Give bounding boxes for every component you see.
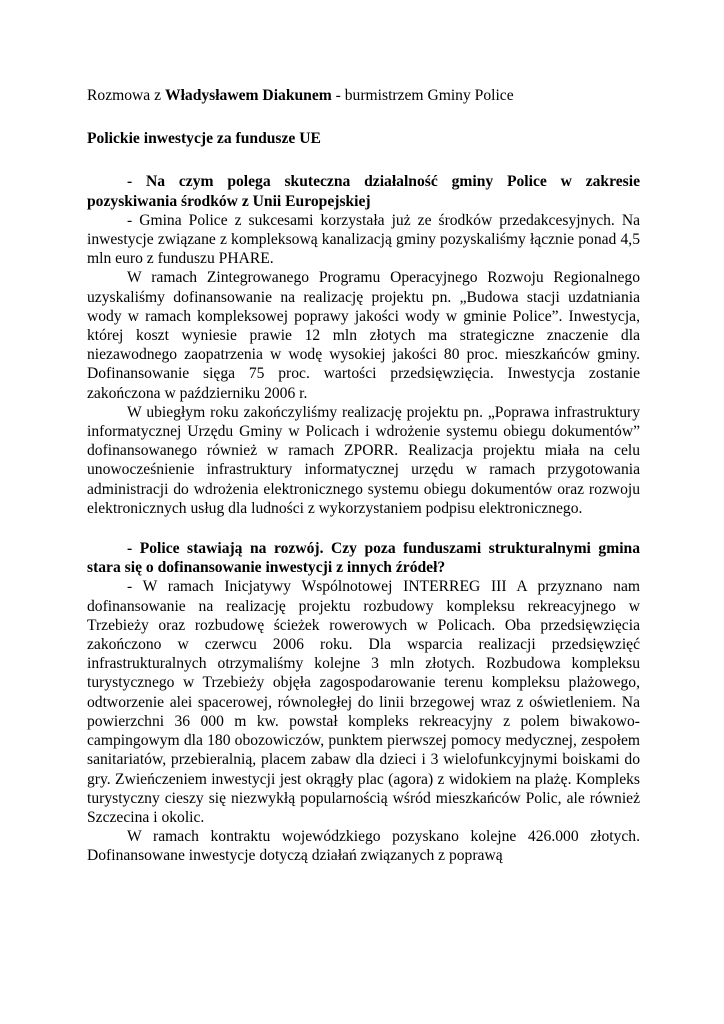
answer-paragraph: - Gmina Police z sukcesami korzystała już ze środków przedakcesyjnych. Na inwestycje związane z kompleksową kanalizacją gminy pozyskaliśmy łącznie ponad 4,5 mln euro z funduszu PHARE.	[87, 211, 640, 268]
question-1: - Na czym polega skuteczna działalność gminy Police w zakresie pozyskiwania środków z Unii Europejskiej	[87, 173, 640, 210]
interviewee-name: Władysławem Diakunem	[164, 87, 332, 104]
article-title: Polickie inwestycje za fundusze UE	[87, 130, 321, 148]
answer-paragraph: W ubiegłym roku zakończyliśmy realizację projektu pn. „Poprawa infrastruktury informatycznej Urzędu Gminy w Policach i wdrożenie systemu obiegu dokumentów” dofinansowanego również w ramach ZPORR. Realizacja projektu miała na celu unowocześnienie infrastruktury informatycznej urzędu w ramach przygotowania administracji do wdrożenia elektronicznego systemu obiegu dokumentów oraz rozwoju elektronicznych usług dla ludności z wykorzystaniem podpisu elektronicznego.	[87, 403, 640, 517]
document-page	[87, 86, 640, 866]
interview-intro	[87, 86, 640, 105]
question-2: - Police stawiają na rozwój. Czy poza funduszami strukturalnymi gmina stara się o dofinansowanie inwestycji z innych źródeł?	[87, 540, 640, 577]
answer-paragraph: - W ramach Inicjatywy Wspólnotowej INTERREG III A przyznano nam dofinansowanie na realizację projektu rozbudowy kompleksu rekreacyjnego w Trzebieży oraz rozbudowę ścieżek rowerowych w Policach. Oba przedsięwzięcia zakończono w czerwcu 2006 roku. Dla wsparcia realizacji przedsięwzięć infrastrukturalnych otrzymaliśmy kolejne 3 mln złotych. Rozbudowa kompleksu turystycznego w Trzebieży objęła zagospodarowanie terenu kompleksu plażowego, odtworzenie alei spacerowej, równoległej do linii brzegowej wraz z oświetleniem. Na powierzchni 36 000 m kw. powstał kompleks rekreacyjny z polem biwakowo-campingowym dla 180 obozowiczów, punktem pierwszej pomocy medycznej, zespołem sanitariatów, przebieralnią, placem zabaw dla dzieci i 3 wielofunkcyjnymi boiskami do gry. Zwieńczeniem inwestycji jest okrągły plac (agora) z widokiem na plażę. Kompleks turystyczny cieszy się niezwykłą popularnością wśród mieszkańców Polic, ale również Szczecina i okolic.	[87, 578, 640, 826]
intro-prefix: Rozmowa z	[87, 87, 162, 104]
answer-paragraph: W ramach kontraktu wojewódzkiego pozyskano kolejne 426.000 złotych. Dofinansowane inwestycje dotyczą działań związanych z poprawą	[87, 828, 640, 865]
answer-paragraph: W ramach Zintegrowanego Programu Operacyjnego Rozwoju Regionalnego uzyskaliśmy dofinansowanie na realizację projektu pn. „Budowa stacji uzdatniania wody w ramach kompleksowej poprawy jakości wody w gminie Police”. Inwestycja, której koszt wyniesie prawie 12 mln złotych ma strategiczne znaczenie dla niezawodnego zaopatrzenia w wodę wysokiej jakości 80 proc. mieszkańców gminy. Dofinansowanie sięga 75 proc. wartości przedsięwzięcia. Inwestycja zostanie zakończona w październiku 2006 r.	[87, 269, 640, 402]
intro-suffix: - burmistrzem Gminy Police	[335, 87, 514, 104]
